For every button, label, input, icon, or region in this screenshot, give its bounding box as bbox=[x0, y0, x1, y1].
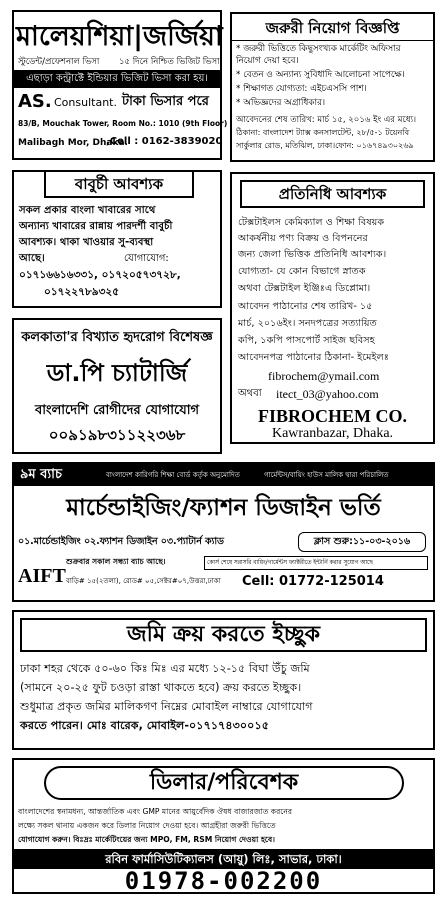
rep-company-location: Kawranbazar, Dhaka. bbox=[271, 426, 394, 441]
rep-title-box bbox=[240, 180, 425, 208]
urgent-divider bbox=[232, 40, 433, 41]
rep-email-2: itect_03@yahoo.com bbox=[276, 387, 379, 401]
urgent-line: * অভিজ্ঞদের অগ্রাধিকার। bbox=[236, 98, 325, 108]
visa-sub-right: ১৫ দিনে নিশ্চিত ভিজিট ভিসা bbox=[119, 57, 220, 67]
fashion-job-note-box bbox=[204, 556, 428, 570]
rep-body-line: যোগ্যতা- যে কোন বিভাগে স্নাতক bbox=[238, 266, 366, 277]
urgent-line: নিয়োগ দেয়া হবে। bbox=[236, 56, 299, 66]
fashion-class-start: ক্লাস শুরু:১১-০৩-২০১৬ bbox=[313, 536, 411, 547]
land-title: জমি ক্রয় করতে ইচ্ছুক bbox=[126, 622, 321, 647]
ad-fashion-design bbox=[12, 462, 435, 602]
dealer-title: ডিলার/পরিবেশক bbox=[149, 770, 299, 795]
ad-cook-wanted bbox=[12, 170, 222, 308]
urgent-title: জরুরী নিয়োগ বিজ্ঞপ্তি bbox=[265, 19, 400, 37]
ad-heart-specialist bbox=[12, 318, 222, 454]
visa-headline: মালেয়শিয়া|জর্জিয়া bbox=[16, 21, 223, 52]
ad-land-purchase bbox=[12, 610, 435, 750]
doctor-phone: ০০৯১৯৮৩১১২২৩৬৮ bbox=[48, 426, 186, 444]
visa-location: Malibagh Mor, Dhaka. bbox=[18, 138, 128, 148]
urgent-line: * বেতন ও অন্যান্য সুবিধাদি আলোচনা সাপেক্ষে। bbox=[236, 70, 405, 80]
cook-body: আবশ্যক। থাকা খাওয়ার সু-ব্যবস্থা bbox=[19, 237, 154, 248]
fashion-logo: AIFT bbox=[18, 565, 66, 587]
doctor-subtitle: বাংলাদেশি রোগীদের যোগাযোগ bbox=[34, 403, 200, 418]
rep-body-line: আকর্ষনীয় পণ্য বিক্রয় ও বিপননের bbox=[238, 233, 368, 244]
ad-urgent-recruitment bbox=[230, 12, 435, 162]
cook-body: অন্যান্য খাবারের রান্নায় পারদর্শী বাবুর্চী bbox=[19, 221, 173, 232]
cook-body: সকল প্রকার বাংলা খাবারের সাথে bbox=[19, 205, 156, 216]
rep-title: প্রতিনিধি আবশ্যক bbox=[278, 185, 387, 203]
land-body-line: (সামনে ২০-২৫ ফুট চওড়া রাস্তা থাকতে হবে) ক্রয় করতে ইচ্ছুক। bbox=[20, 681, 302, 694]
cook-phone: ০১৭১৬৬১৬৩৩১, ০১৭২০৫৭৩৭২৮, bbox=[19, 269, 181, 281]
rep-body-line: অথবা টেক্সটাইল ইঞ্জিঃএ ডিপ্লোমা। bbox=[238, 283, 371, 294]
urgent-line: * জরুরী ভিত্তিতে কিছুসংখ্যক মার্কেটিং অফিসার bbox=[236, 44, 401, 54]
urgent-line: * শিক্ষাগত যোগ্যতা: এইচএসসি পাশ। bbox=[236, 84, 367, 94]
fashion-run-by: গার্মেন্টস/বায়িং হাউস মালিক দ্বারা পরিচালিত bbox=[264, 471, 389, 479]
cook-body: আছে। bbox=[19, 253, 45, 264]
dealer-body: বাংলাদেশের স্বনামধন্য, আন্তর্জাতিক এবং GMP মানের আয়ুর্বেদিক ঔষধ বাজারজাত করনের bbox=[18, 807, 293, 816]
doctor-name: ডা.পি চ্যাটার্জি bbox=[46, 359, 188, 387]
rep-body-line: আবেদন পাঠানোর শেষ তারিখ- ১৫ bbox=[238, 301, 373, 312]
cook-title-box bbox=[44, 170, 194, 198]
rep-body-line: টেক্সটাইলস কেমিক্যাল ও শিক্ষা বিষয়ক bbox=[238, 217, 385, 228]
dealer-company: রবিন ফার্মাসিউটিক্যালস (আয়ু) লিঃ, সাভার, ঢাকা। bbox=[105, 852, 342, 866]
rep-company: FIBROCHEM CO. bbox=[257, 406, 407, 426]
cook-title: বাবুর্চী আবশ্যক bbox=[74, 175, 164, 193]
dealer-company-bar bbox=[14, 849, 433, 869]
rep-body-line: কপি, ১কপি পাসপোর্ট সাইজ ছবিসহ bbox=[238, 335, 375, 346]
visa-after-visa: টাকা ভিসার পরে bbox=[122, 94, 209, 109]
doctor-title: কলকাতা'র বিখ্যাত হৃদরোগ বিশেষজ্ঞ bbox=[21, 330, 213, 345]
visa-cell: ,Cell : 0162-3839020 bbox=[106, 136, 223, 147]
cook-phone: ০১৭২২৭৮৯৩২৫ bbox=[44, 286, 120, 298]
rep-email-1: fibrochem@ymail.com bbox=[268, 369, 380, 383]
fashion-cell: Cell: 01772-125014 bbox=[242, 574, 384, 589]
fashion-friday: শুক্রবার সকাল সন্ধ্যা ব্যাচ আছে। bbox=[66, 557, 166, 566]
rep-body-line: মার্চ, ২০১৬ইং। সনদপত্রের সত্যায়িত bbox=[238, 318, 377, 329]
fashion-headline: মার্চেন্ডাইজিং/ফ্যাশন ডিজাইন ভর্তি bbox=[66, 495, 381, 521]
visa-address: 83/B, Mouchak Tower, Room No.: 1010 (9th Floor) bbox=[18, 119, 228, 128]
visa-banner bbox=[14, 70, 220, 88]
urgent-address: ঠিকানা: বাংলাদেশ ট্যাক্স কনসালটেন্ট, ২৮/৫-১ টয়েনবি bbox=[236, 128, 410, 137]
fashion-job-note: কোর্স শেষে সরাসরি বায়িং/গার্মেন্টস ফ্যাক্টরীতে ইন্টার্নি করার সুযোগ আছে bbox=[207, 560, 373, 566]
fashion-approved: বাংলাদেশ কারিগরি শিক্ষা বোর্ড কর্তৃক অনুমোদিত bbox=[106, 471, 240, 479]
land-body-line: করতে পারেন। মোঃ বারেক, মোবাইল-০১৭১৭৪৩০০১৫ bbox=[20, 719, 269, 732]
visa-sub-left: স্টুডেন্ট/প্রফেশনাল ভিসা bbox=[18, 57, 100, 67]
rep-body-line: জন্য জেলা ভিত্তিক প্রতিনিধি আবশ্যক। bbox=[238, 249, 387, 260]
dealer-body: যোগাযোগ করুন। বিঃদ্রঃ মার্কেটিংয়ের জন্য MPO, FM, RSM নিয়োগ দেওয়া হবে। bbox=[18, 835, 275, 844]
fashion-address: বাড়ি# ১৫(২তলা), রোড# ০৫,সেক্টর#০৭,উত্তরা,ঢাকা bbox=[66, 577, 221, 585]
land-body-line: শুধুমাত্র প্রকৃত জমির মালিকগণ নিম্নের মোবাইল নাম্বারে যোগাযোগ bbox=[20, 700, 313, 713]
fashion-batch: ৯ম ব্যাচ bbox=[20, 467, 62, 482]
dealer-phone: 01978-002200 bbox=[124, 867, 323, 895]
land-body-line: ঢাকা শহর থেকে ৫০-৬০ কিঃ মিঃ এর মধ্যে ১২-১৫ বিঘা উঁচু জমি bbox=[20, 662, 310, 675]
land-title-box bbox=[20, 618, 427, 652]
urgent-deadline: আবেদনের শেষ তারিখ: মার্চ ১৫, ২০১৬ ইং এর মধ্যে। bbox=[236, 115, 417, 125]
fashion-class-start-box bbox=[298, 532, 426, 552]
ad-dealer bbox=[12, 758, 435, 894]
cook-contact-label: যোগাযোগ: bbox=[124, 253, 169, 264]
visa-company-suffix: Consultant. bbox=[54, 96, 117, 109]
fashion-courses: ০১.মার্চেন্ডাইজিং ০২.ফ্যাশন ডিজাইন ০৩.প্যাটার্ন ক্যাড bbox=[18, 536, 224, 547]
visa-company: AS. bbox=[18, 91, 52, 112]
dealer-title-box bbox=[44, 766, 404, 800]
rep-email-or: অথবা bbox=[238, 388, 262, 399]
ad-malaysia-visa bbox=[12, 10, 228, 160]
ad-representative-wanted bbox=[230, 172, 435, 444]
dealer-body: লক্ষ্যে সকল থানায় একজন করে ডিলার নিয়োগ দেওয়া হবে। আগ্রহীরা জরুরী ভিত্তিতে bbox=[18, 821, 276, 830]
visa-banner-text: এছাড়া কন্ট্রাক্টে ইন্ডিয়ার ভিজিট ভিসা করা হয়। bbox=[26, 73, 208, 84]
rep-body-line: আবেদনপত্র পাঠানোর ঠিকানা- ইমেইলঃ bbox=[238, 352, 389, 363]
urgent-address: সার্কুলার রোড, মতিঝিল, ঢাকা।ফোন: ০১৬৭৪৯৩০২৬৯ bbox=[236, 141, 414, 150]
fashion-top-bar bbox=[14, 464, 433, 486]
